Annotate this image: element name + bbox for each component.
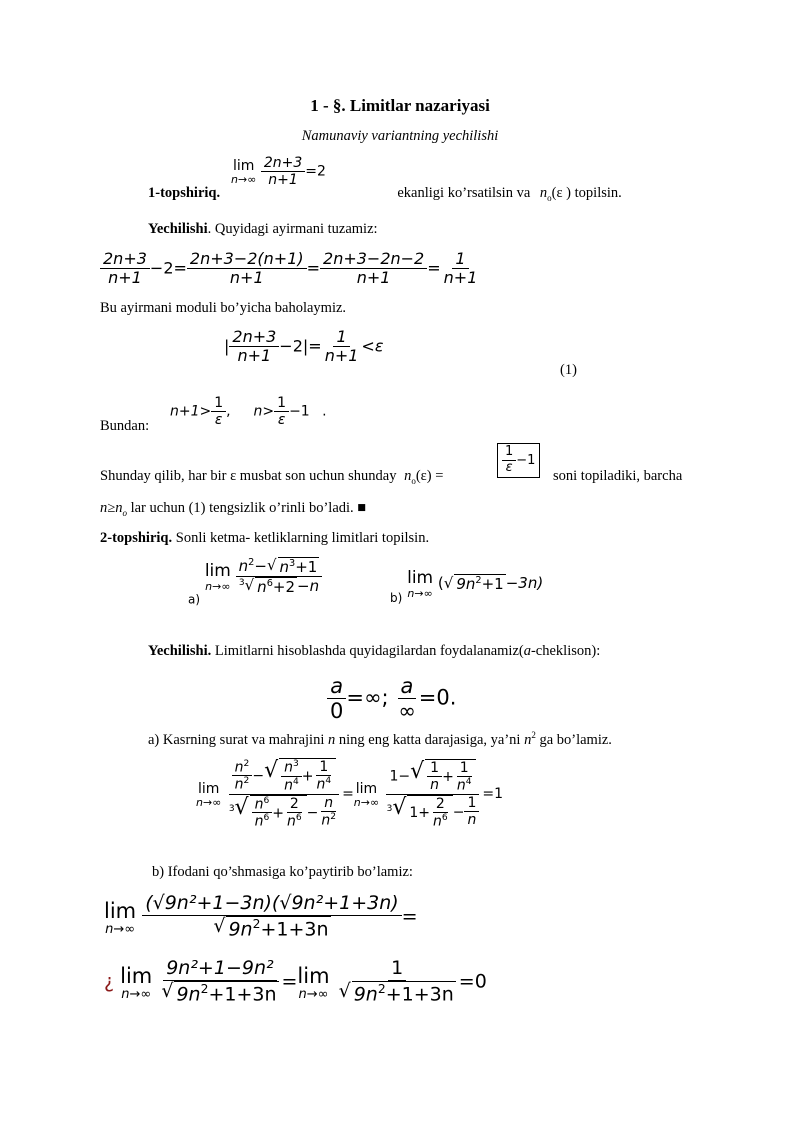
task1-label: 1-topshiriq. (148, 185, 221, 201)
sol1-modul-text: Bu ayirmani moduli bo’yicha baholaymiz. (100, 300, 347, 316)
task2-label: 2-topshiriq. (100, 530, 173, 546)
task1-limit: lim n→∞ $\frac{2n+3}{n+1}$ =2 (231, 155, 326, 189)
part-a-text: a) Kasrning surat va mahrajini n ning eng katta darajasiga, ya’ni $n^2$ ga bo’lamiz. (148, 730, 612, 748)
task2-statement: 2-topshiriq. Sonli ketma- ketliklarning limitlari topilsin. (100, 530, 430, 546)
sol1-conclusion-line1: Shunday qilib, har bir ε musbat son uchun shunday $n_o(\varepsilon)$ = (100, 468, 444, 486)
bundan-expr: n+1> $\frac{1}{\varepsilon}$ , n> $\frac{1}{\varepsilon}$ −1 . (170, 395, 327, 429)
sol1-equation: $\frac{2n+3}{n+1}$ −2= $\frac{2n+3-2(n+1)}{n+1}$ = $\frac{2n+3-2n-2}{n+1}$ = $\frac{1}{n+1}$ (100, 250, 480, 288)
part-a-equation: lim n→∞ $\frac{n^2}{n^2}$ − √ $\frac{n^3}{n^4}$ + $\frac{1}{n^4}$ $^3$ √ $\frac{n^6}{n^6}$ + $\frac{2}{n^6}$ − $\frac{n}{n^2}$ = lim n→∞ 1− √ $\frac{1}{n}$ + $\frac{1}{n^4}$ $^3$ √ 1+ $\frac{2}{n^6}$ − $\frac{1}{n}$ =1 (196, 758, 503, 830)
equation-number: (1) (560, 362, 577, 378)
sol1-conclusion-end: soni topiladiki, barcha (553, 468, 683, 484)
sol2-formulas: $\frac{a}{0}$ =∞; $\frac{a}{\infty}$ =0. (327, 674, 456, 723)
sol1-inequality: | $\frac{2n+3}{n+1}$ −2|= $\frac{1}{n+1}$ <ε (224, 327, 384, 366)
sol1-conclusion-line2: $n\ge n_o$ lar uchun (1) tengsizlik o’rinli bo’ladi. ■ (100, 500, 367, 518)
task1-statement: 1-topshiriq. ekanligi ko’rsatilsin va $n_o(\varepsilon$ ) topilsin. (148, 185, 622, 203)
floor-bracket: $\frac{1}{\varepsilon}$ −1 (497, 443, 540, 478)
bundan-label: Bundan: (100, 418, 150, 434)
part-b-row2: ¿ lim n→∞ 9n²+1−9n² √ $9n^2+1+3n$ = lim n→∞ 1 √ $9n^2+1+3n$ =0 (104, 957, 487, 1006)
part-b-text: b) Ifodani qo’shmasiga ko’paytirib bo’lamiz: (152, 864, 413, 880)
sol1-label: Yechilishi (148, 221, 208, 237)
part-b-row1: lim n→∞ (√9n²+1−3n)(√9n²+1+3n) √ $9n^2+1+3n$ = (104, 892, 418, 941)
inverted-question-mark: ¿ (104, 970, 115, 993)
fraction: $\frac{2n+3}{n+1}$ (261, 155, 305, 188)
sol1-intro: Yechilishi. Quyidagi ayirmani tuzamiz: (148, 221, 378, 237)
lim-operator: lim n→∞ (231, 158, 257, 187)
sol2-intro: Yechilishi. Limitlarni hisoblashda quyidagilardan foydalanamiz(a-cheklison): (148, 643, 601, 659)
task2-b: $_{b)}$ lim n→∞ ( √ $9n^2+1$ −3n) (390, 568, 544, 605)
sol2-label: Yechilishi. (148, 643, 212, 659)
page-title: 1 - §. Limitlar nazariyasi (310, 96, 490, 115)
task2-a: $_{a)}$ lim n→∞ $n^2-$ √ $n^3+1$ $^3$ √ $n^6+2$ −n (188, 557, 322, 606)
page-subtitle: Namunaviy variantning yechilishi (301, 128, 499, 144)
